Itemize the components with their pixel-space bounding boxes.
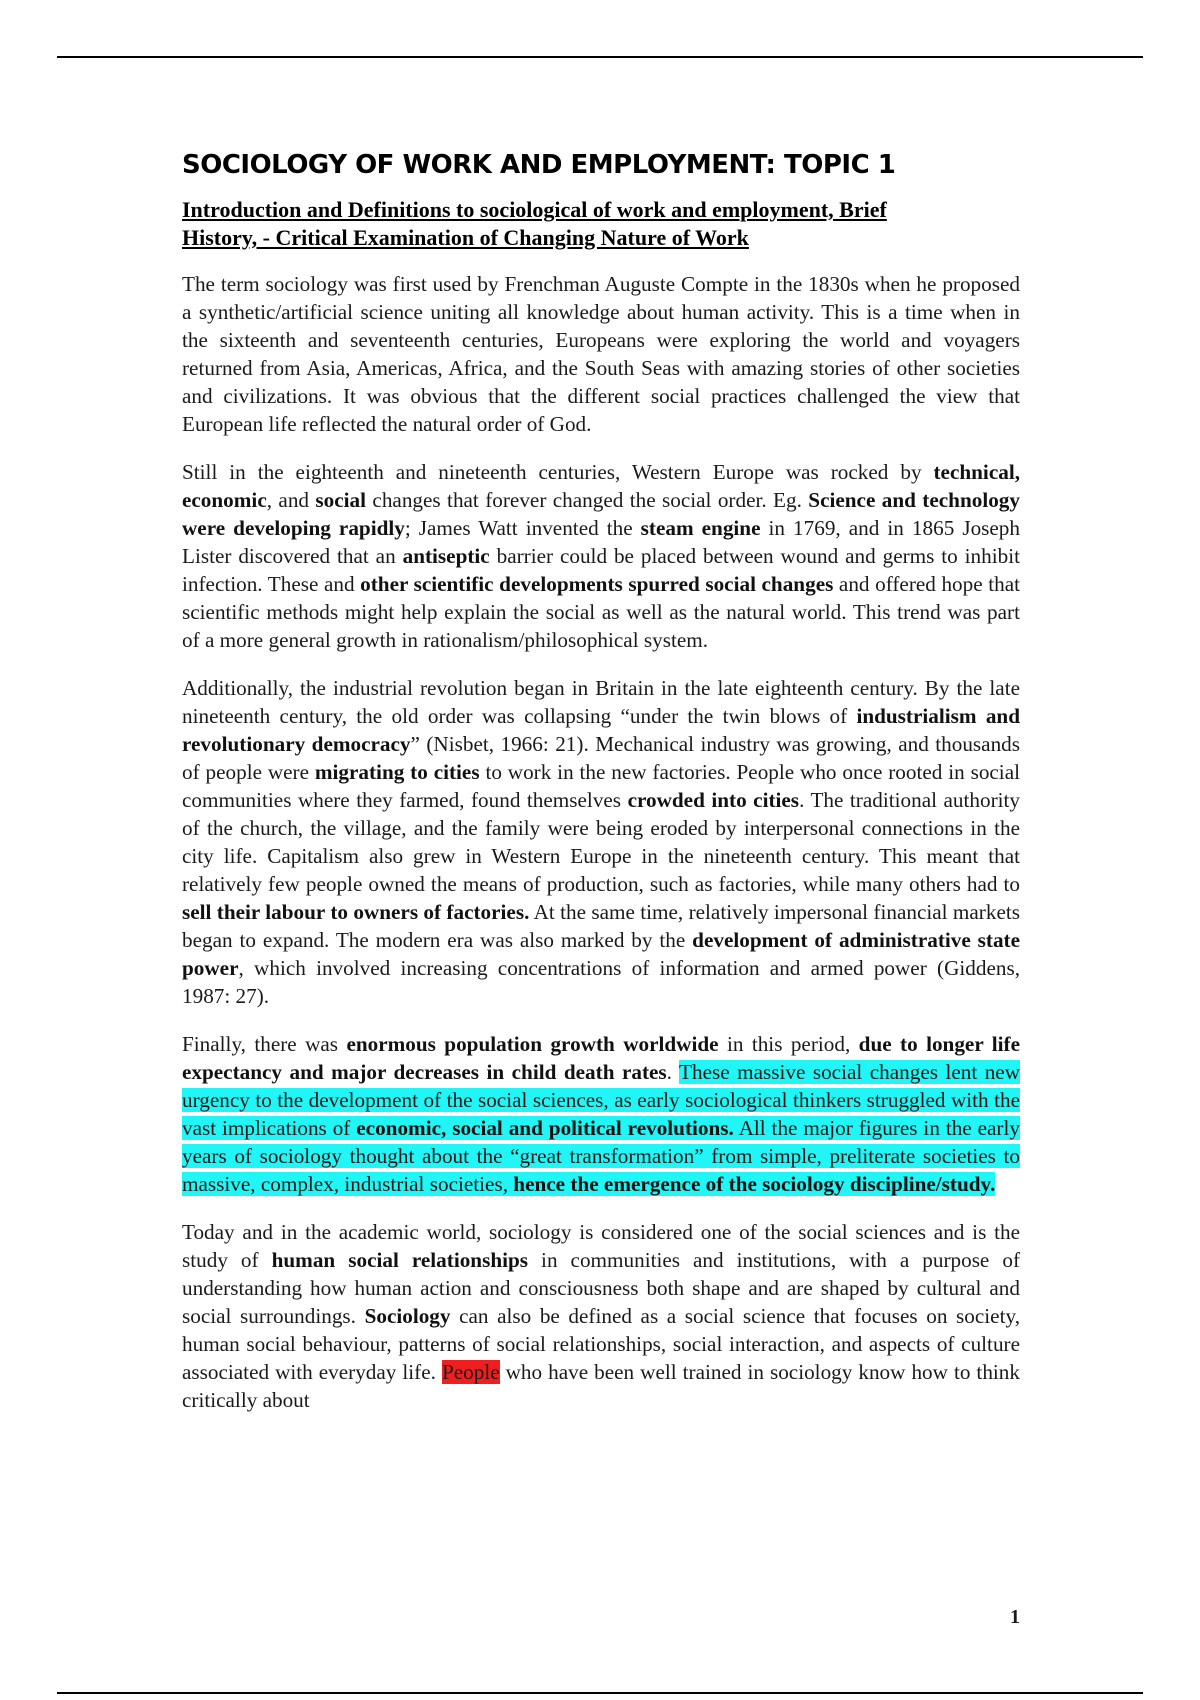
page-number: 1	[1010, 1606, 1020, 1628]
paragraph-technical-changes: Still in the eighteenth and nineteenth centuries, Western Europe was rocked by technical, economic, and social changes that forever changed the social order. Eg. Science and technology were developing rapidly; James Watt invented the steam engine in 1769, and in 1865 Joseph Lister discovered that an antiseptic barrier could be placed between wound and germs to inhibit infection. These and other scientific developments spurred social changes and offered hope that scientific methods might help explain the social as well as the natural world. This trend was part of a more general growth in rationalism/philosophical system.	[182, 460, 1020, 652]
section-subtitle	[182, 196, 1020, 252]
paragraph-industrial-revolution: Additionally, the industrial revolution began in Britain in the late eighteenth century. By the late nineteenth century, the old order was collapsing “under the twin blows of industrialism and revolutionary democracy” (Nisbet, 1966: 21). Mechanical industry was growing, and thousands of people were migrating to cities to work in the new factories. People who once rooted in social communities where they farmed, found themselves crowded into cities. The traditional authority of the church, the village, and the family were being eroded by interpersonal connections in the city life. Capitalism also grew in Western Europe in the nineteenth century. This meant that relatively few people owned the means of production, such as factories, while many others had to sell their labour to owners of factories. At the same time, relatively impersonal financial markets began to expand. The modern era was also marked by the development of administrative state power, which involved increasing concentrations of information and armed power (Giddens, 1987: 27).	[182, 676, 1021, 1008]
subtitle-line-2: History, - Critical Examination of Changing Nature of Work	[182, 225, 749, 250]
footer-rule	[57, 1692, 1143, 1694]
red-highlight: People	[441, 1360, 500, 1384]
page-title: SOCIOLOGY OF WORK AND EMPLOYMENT: TOPIC 1	[182, 150, 896, 180]
paragraph-origin-of-sociology: The term sociology was first used by Frenchman Auguste Compte in the 1830s when he proposed a synthetic/artificial science uniting all knowledge about human activity. This is a time when in the sixteenth and seventeenth centuries, Europeans were exploring the world and voyagers returned from Asia, Americas, Africa, and the South Seas with amazing stories of other societies and civilizations. It was obvious that the different social practices challenged the view that European life reflected the natural order of God.	[182, 272, 1020, 436]
cyan-highlight: These massive social changes lent new urgency to the development of the social sciences, as early sociological thinkers struggled with the vast implications of economic, social and political revolutions. All the major figures in the early years of sociology thought about the “great transformation” from simple, preliterate societies to massive, complex, industrial societies, hence the emergence of the sociology discipline/study.	[182, 1060, 1020, 1196]
page-content	[182, 150, 1020, 1434]
paragraph-definition-of-sociology: Today and in the academic world, sociology is considered one of the social sciences and is the study of human social relationships in communities and institutions, with a purpose of understanding how human action and consciousness both shape and are shaped by cultural and social surroundings. Sociology can also be defined as a social science that focuses on society, human social behaviour, patterns of social relationships, social interaction, and aspects of culture associated with everyday life. People who have been well trained in sociology know how to think critically about	[182, 1220, 1021, 1412]
paragraph-population-growth: Finally, there was enormous population growth worldwide in this period, due to longer life expectancy and major decreases in child death rates. These massive social changes lent new urgency to the development of the social sciences, as early sociological thinkers struggled with the vast implications of economic, social and political revolutions. All the major figures in the early years of sociology thought about the “great transformation” from simple, preliterate societies to massive, complex, industrial societies, hence the emergence of the sociology discipline/study.	[182, 1032, 1020, 1196]
subtitle-line-1: Introduction and Definitions to sociological of work and employment, Brief	[182, 197, 887, 222]
header-rule	[57, 56, 1143, 58]
